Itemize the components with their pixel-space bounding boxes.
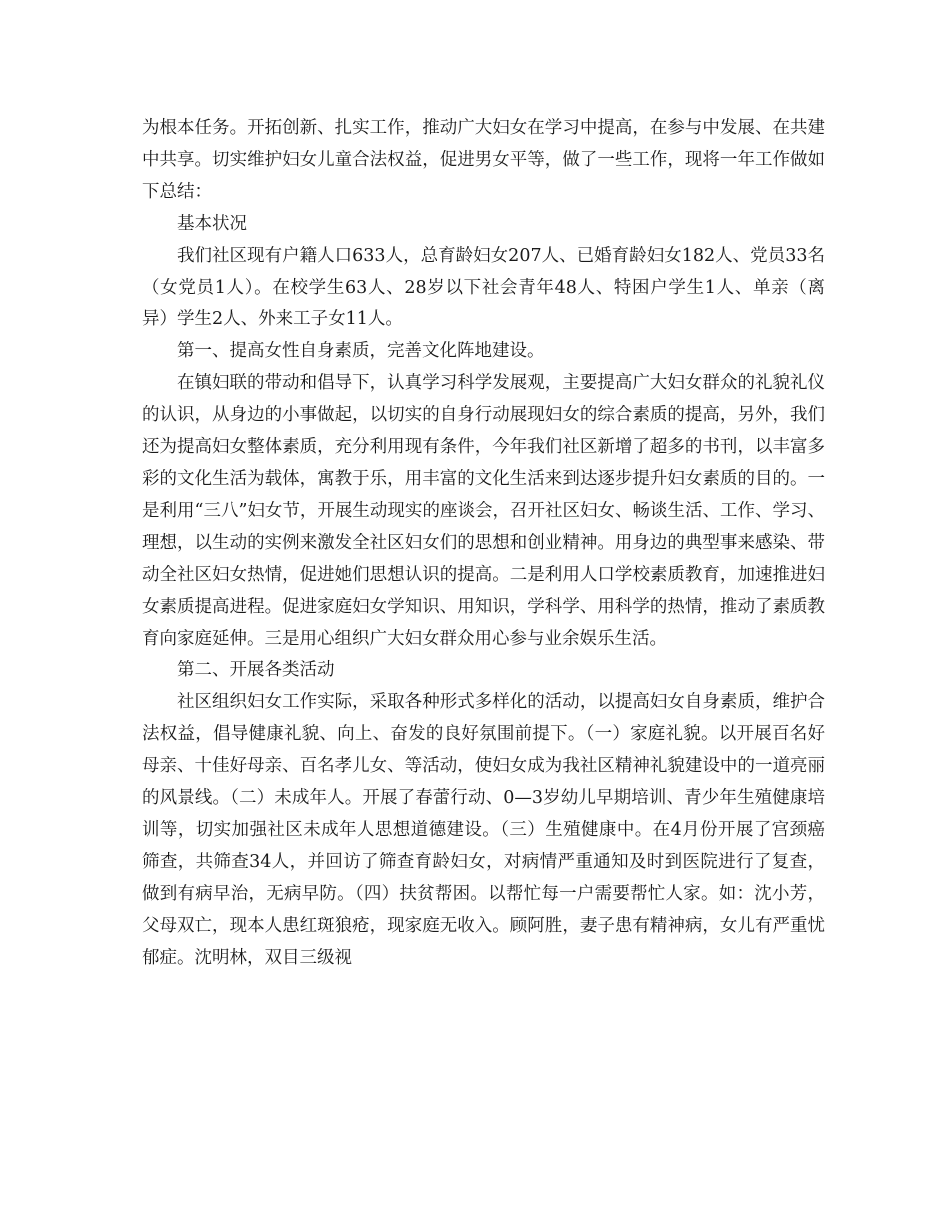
section-heading-first: 第一、提高女性自身素质，完善文化阵地建设。 xyxy=(177,341,545,362)
section-heading-second: 第二、开展各类活动 xyxy=(177,660,335,681)
document-body xyxy=(142,113,825,974)
paragraph-activities: 社区组织妇女工作实际，采取各种形式多样化的活动，以提高妇女自身素质，维护合法权益，倡导健康礼貌、向上、奋发的良好氛围前提下。（一）家庭礼貌。以开展百名好母亲、十佳好母亲、百名孝儿女、等活动，使妇女成为我社区精神礼貌建设中的一道亮丽的风景线。（二）未成年人。开展了春蕾行动、0—3岁幼儿早期培训、青少年生殖健康培训等，切实加强社区未成年人思想道德建设。（三）生殖健康中。在4月份开展了宫颈癌筛查，共筛查34人，并回访了筛查育龄妇女，对病情严重通知及时到医院进行了复查，做到有病早治，无病早防。（四）扶贫帮困。以帮忙每一户需要帮忙人家。如：沈小芳，父母双亡，现本人患红斑狼疮，现家庭无收入。顾阿胜，妻子患有精神病，女儿有严重忧郁症。沈明林，双目三级视 xyxy=(142,692,825,968)
paragraph-population: 我们社区现有户籍人口633人，总育龄妇女207人、已婚育龄妇女182人、党员33名（女党员1人）。在校学生63人、28岁以下社会青年48人、特困户学生1人、单亲（离异）学生2人、外来工子女11人。 xyxy=(142,245,825,330)
paragraph-quality-building: 在镇妇联的带动和倡导下，认真学习科学发展观，主要提高广大妇女群众的礼貌礼仪的认识，从身边的小事做起，以切实的自身行动展现妇女的综合素质的提高，另外，我们还为提高妇女整体素质，充分利用现有条件，今年我们社区新增了超多的书刊，以丰富多彩的文化生活为载体，寓教于乐，用丰富的文化生活来到达逐步提升妇女素质的目的。一是利用“三八”妇女节，开展生动现实的座谈会，召开社区妇女、畅谈生活、工作、学习、理想，以生动的实例来激发全社区妇女们的思想和创业精神。用身边的典型事来感染、带动全社区妇女热情，促进她们思想认识的提高。二是利用人口学校素质教育，加速推进妇女素质提高进程。促进家庭妇女学知识、用知识，学科学、用科学的热情，推动了素质教育向家庭延伸。三是用心组织广大妇女群众用心参与业余娱乐生活。 xyxy=(142,373,825,649)
paragraph-intro-continued: 为根本任务。开拓创新、扎实工作，推动广大妇女在学习中提高，在参与中发展、在共建中共享。切实维护妇女儿童合法权益，促进男女平等，做了一些工作，现将一年工作做如下总结： xyxy=(142,118,825,202)
section-heading-basic-status: 基本状况 xyxy=(177,213,247,234)
